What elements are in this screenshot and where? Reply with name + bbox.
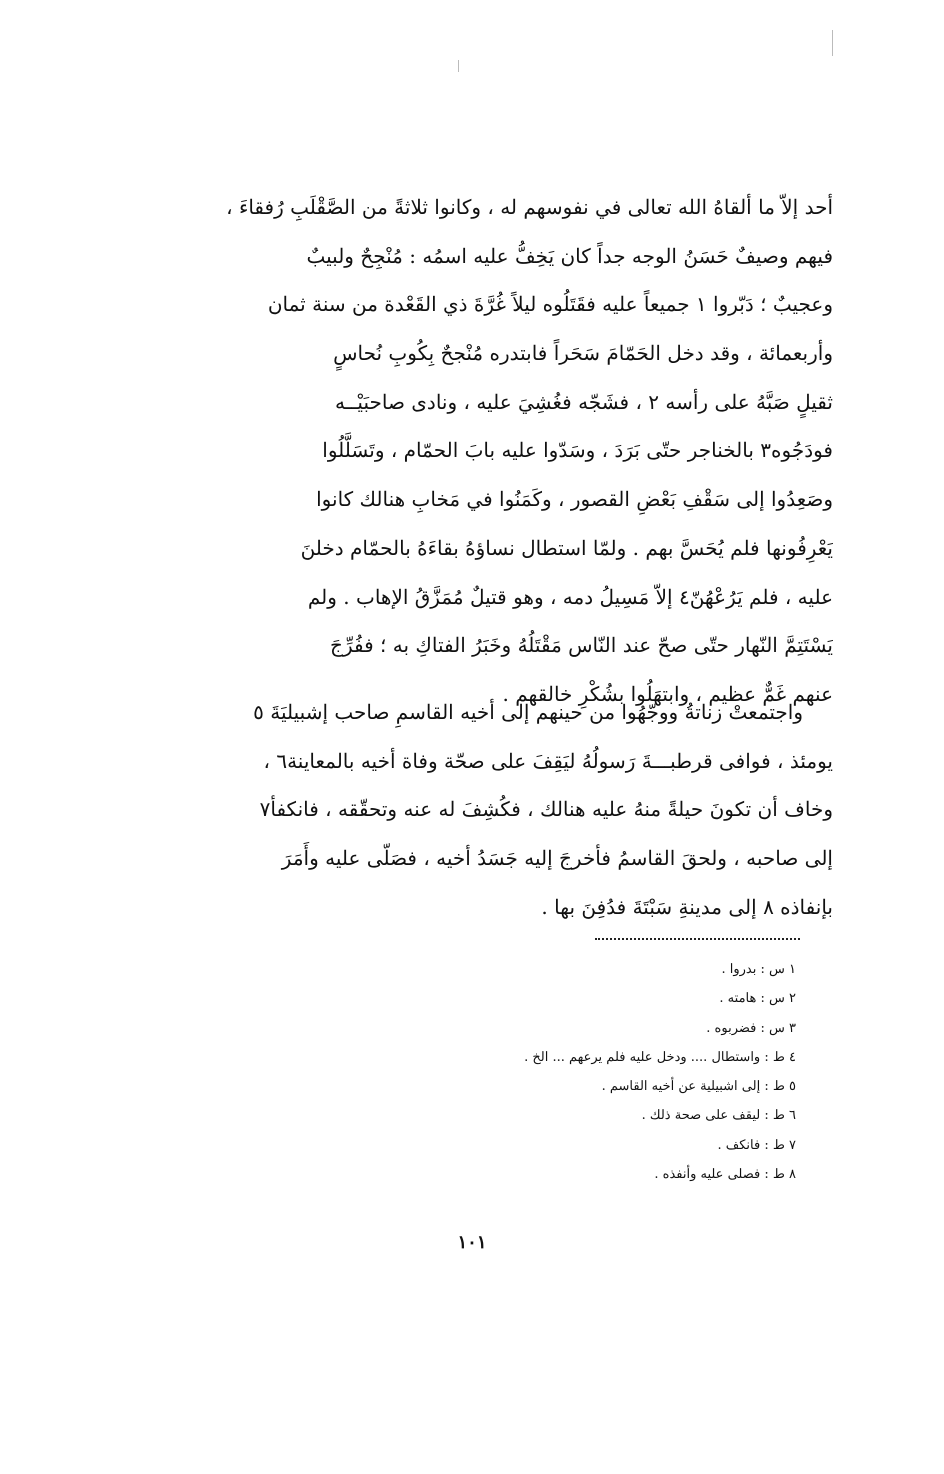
text-line: وصَعِدُوا إلى سَقْفِ بَعْضِ القصور ، وكَمَنُوا في مَخابِ هنالك كانوا: [316, 487, 833, 512]
footnote: ٢ س : هامته .: [719, 991, 796, 1007]
text-line: وعجيبٌ ؛ دَبّروا ١ جميعاً عليه فقَتَلُوه ليلاً غُرَّةَ ذي القَعْدة من سنة ثمان: [267, 292, 833, 317]
footnote: ٥ ط : إلى اشبيلية عن أخيه القاسم .: [601, 1079, 796, 1095]
text-line: عليه ، فلم يَرُعْهُنّ٤ إلاّ مَسِيلُ دمه ، وهو قتيلٌ مُمَزَّقُ الإهاب . ولم: [307, 584, 833, 609]
text-line: إلى صاحبه ، ولحقَ القاسمُ فأخرجَ إليه جَسَدُ أخيه ، فصَلّى عليه وأَمَرَ: [281, 846, 833, 871]
text-line: يَسْتَتِمَّ النّهار حتّى صحّ عند النّاس مَقْتَلُهُ وخَبَرُ الفتاكِ به ؛ ففُرِّجَ: [330, 633, 833, 658]
text-line: يَعْرِفُونها فلم يُحَسَّ بهم . ولمّا استطال نساؤهُ بقاءَهُ بالحمّام دخلنَ: [300, 535, 833, 560]
footnotes-list: [524, 955, 796, 1189]
text-line: وأربعمائة ، وقد دخل الحَمّامَ سَحَراً فابتدره مُنْجحٌ بِكُوبِ نُحاسٍ: [333, 341, 833, 366]
page-number: ١٠١: [457, 1232, 487, 1253]
paragraph-2: [105, 688, 833, 931]
text-line: بإنفاذه ٨ إلى مدينةِ سَبْتَةَ فدُفِنَ بها .: [541, 894, 833, 919]
footnote: ١ س : بدروا .: [721, 962, 796, 977]
text-line: فودَجُوه٣ بالخناجر حتّى بَرَدَ ، وسَدّوا عليه بابَ الحمّام ، وتَسَلَّلُوا: [322, 438, 833, 463]
scan-speck: [832, 30, 833, 56]
text-line: فيهم وصيفٌ حَسَنُ الوجه جداً كان يَخِفُّ عليه اسمُه : مُنْجِحٌ ولبيبٌ: [306, 243, 833, 268]
text-line: ثقيلٍ صَبَّهُ على رأسه ٢ ، فشَجّه فغُشِيَ عليه ، ونادى صاحبَيْــه: [334, 389, 833, 414]
text-line: عنهم غَمٌّ عظيم ، وابتهَلُوا بشُكْرِ خالقهم .: [502, 681, 833, 706]
footnote: ٤ ط : واستطال .... ودخل عليه فلم يرعهم ... الخ .: [524, 1049, 796, 1065]
text-line: وخاف أن تكونَ حيلةً منهُ عليه هنالك ، فكُشِفَ له عنه وتحقّقه ، فانكفأ٧: [259, 797, 833, 822]
text-line: أحد إلاّ ما ألقاهُ الله تعالى في نفوسهم له ، وكانوا ثلاثةً من الصَّقْلَبِ رُفقاءَ ،: [226, 195, 833, 219]
footnote: ٧ ط : فانكف .: [717, 1137, 796, 1153]
footnote: ٨ ط : فصلى عليه وأنفذه .: [654, 1167, 796, 1183]
footnote-separator: [595, 938, 800, 940]
footnote: ٣ س : فضربوه .: [706, 1020, 796, 1036]
paragraph-1: [105, 183, 833, 719]
text-line: يومئذ ، فوافى قرطبـــةَ رَسولُهُ ليَقِفَ على صحّة وفاة أخيه بالمعاينة٦ ،: [263, 748, 833, 773]
text-line: واجتمعتْ زناتةُ ووجّهُوا من حينهم إلى أخيه القاسمِ صاحب إشبيليَةَ ٥: [253, 700, 803, 724]
footnote: ٦ ط : ليقف على صحة ذلك .: [641, 1108, 796, 1124]
scan-speck: [458, 60, 459, 72]
